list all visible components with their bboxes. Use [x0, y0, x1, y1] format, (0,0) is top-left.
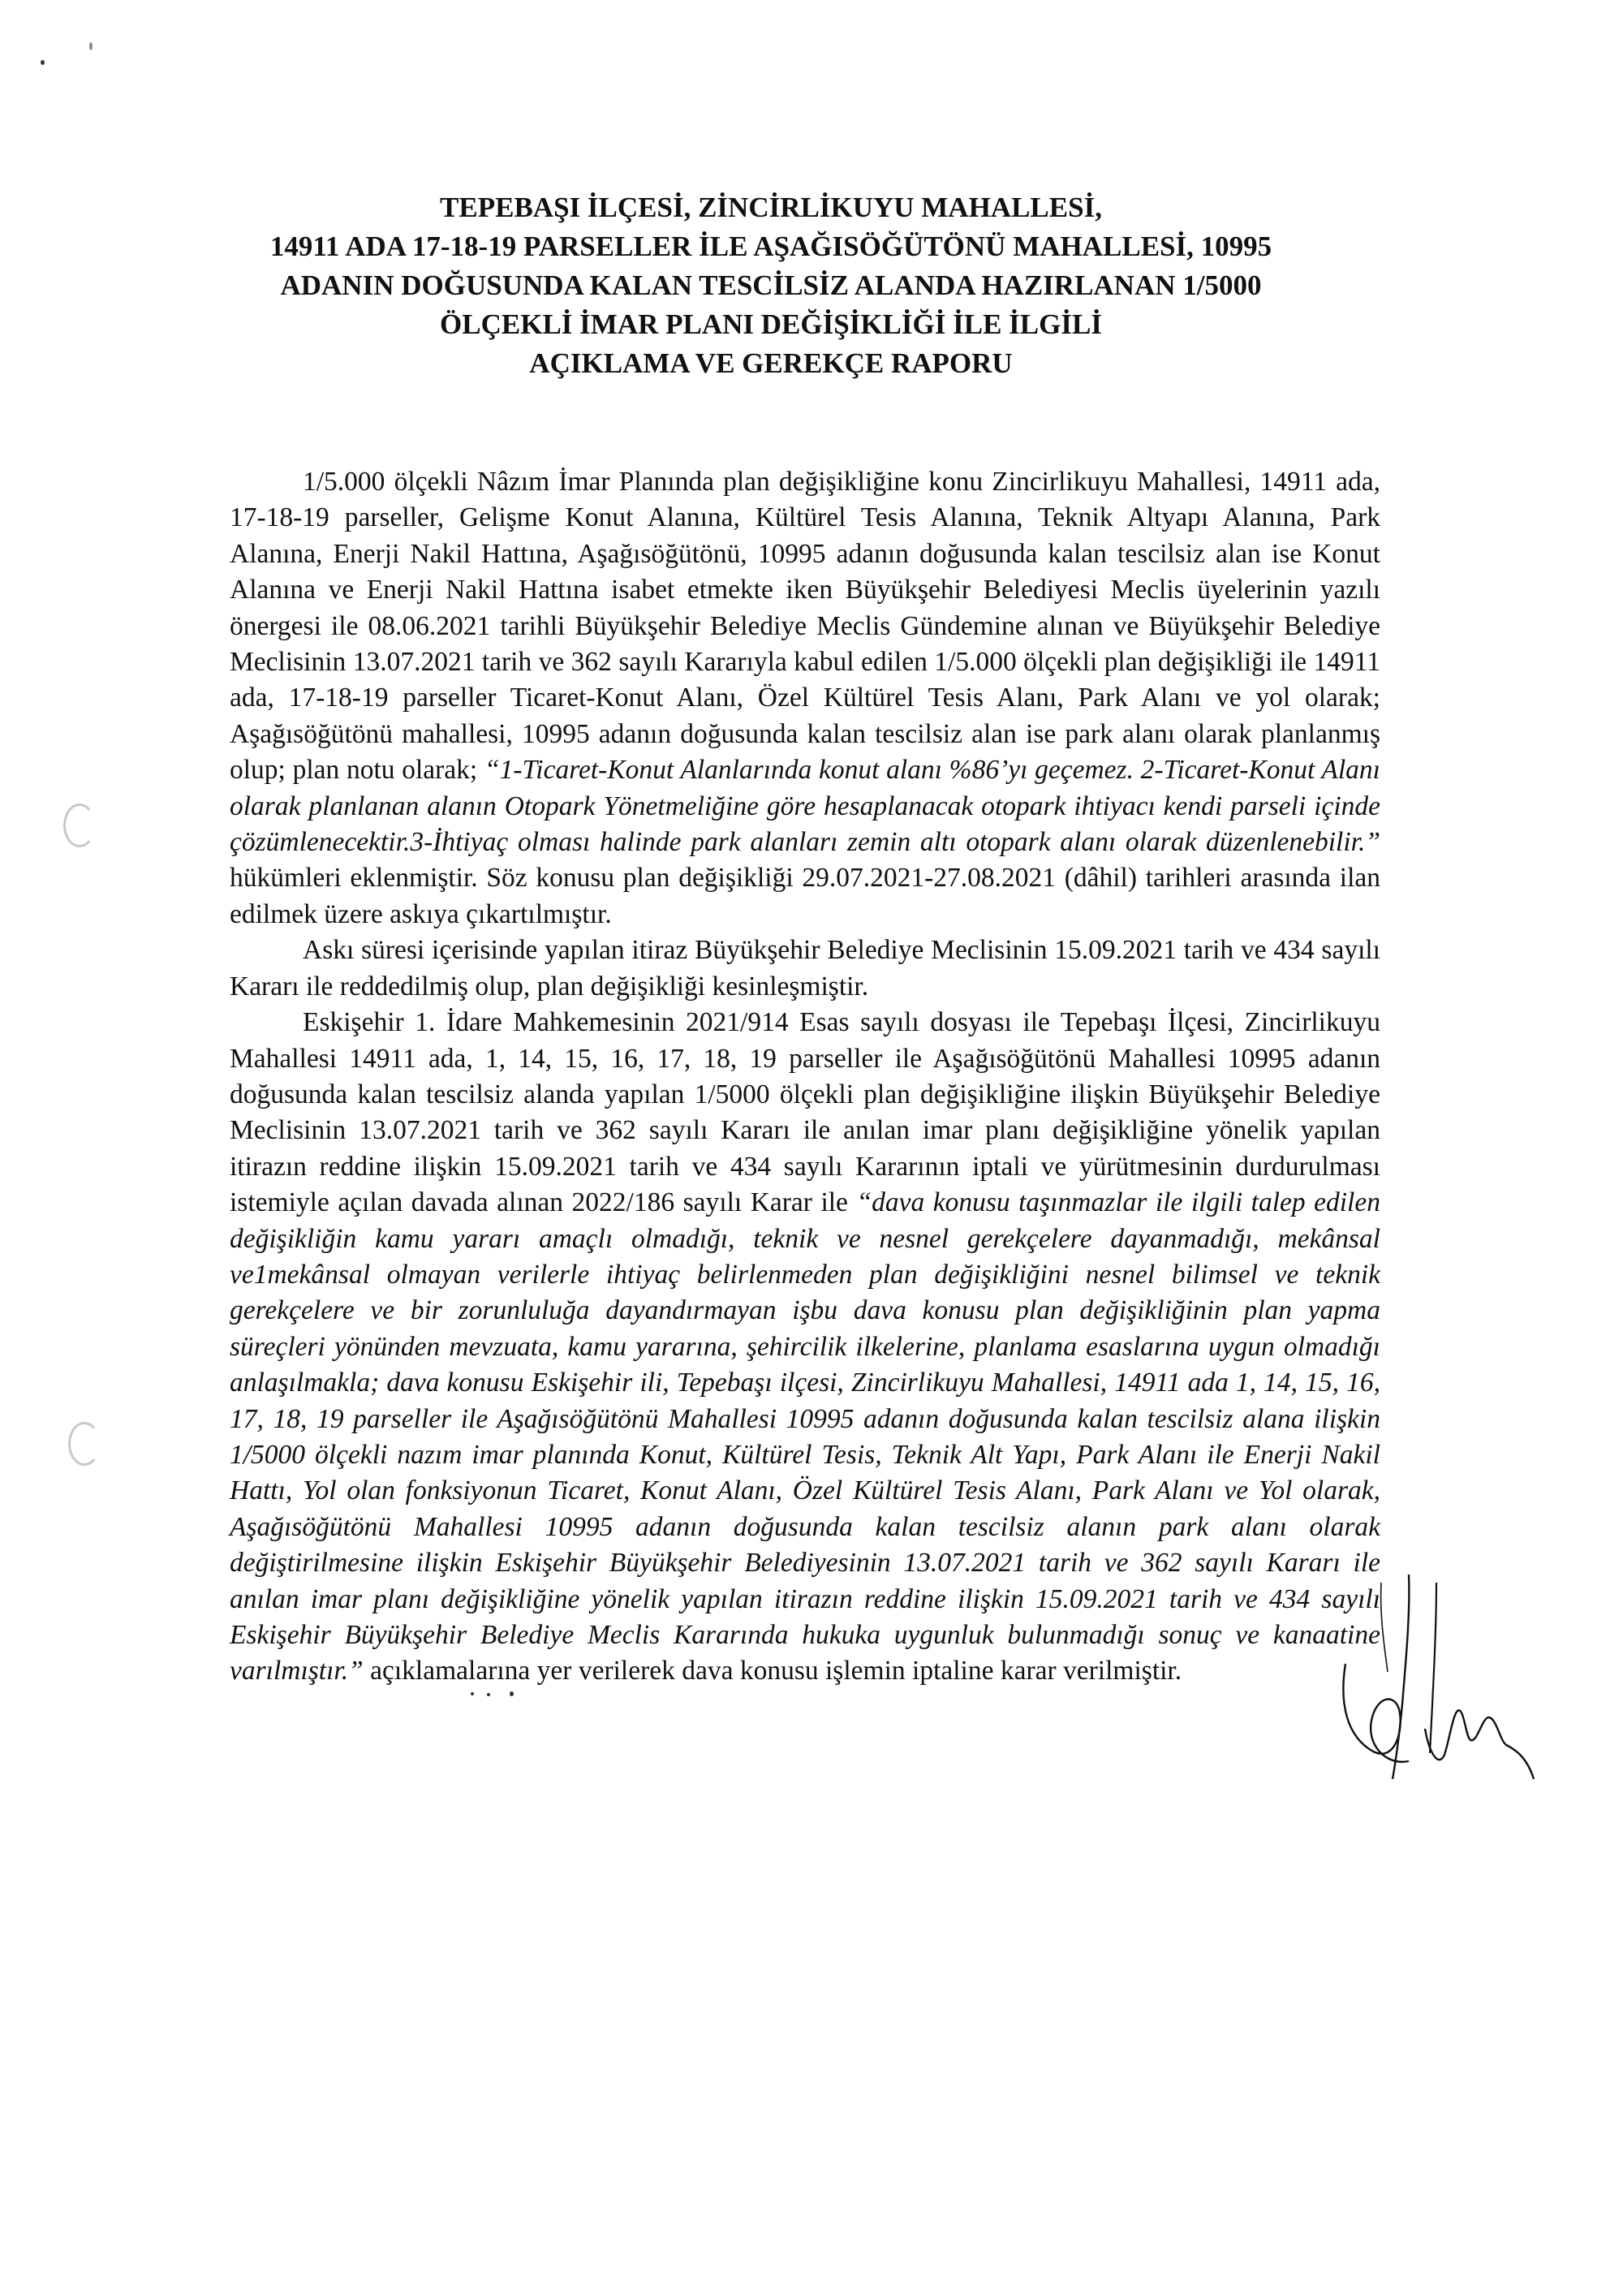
title-line: TEPEBAŞI İLÇESİ, ZİNCİRLİKUYU MAHALLESİ, [440, 192, 1102, 223]
plan-note-quote: “1-Ticaret-Konut Alanlarında konut alanı %86’yı geçemez. 2-Ticaret-Konut Alanı olarak planlanan alanın Otopark Yönetmeliğine göre hesaplanacak otopark ihtiyacı kendi parseli içinde çözümlenecektir.3-İhtiyaç olması halinde park alanları zemin altı otopark alanı olarak düzenlenebilir.” [230, 755, 1380, 858]
scan-speck [471, 1692, 474, 1695]
paragraph-text: Askı süresi içerisinde yapılan itiraz Büyükşehir Belediye Meclisinin 15.09.2021 tarih ve 434 sayılı Kararı ile reddedilmiş olup, plan değişikliği kesinleşmiştir. [230, 935, 1380, 1002]
title-line: 14911 ADA 17-18-19 PARSELLER İLE AŞAĞISÖĞÜTÖNÜ MAHALLESİ, 10995 [269, 230, 1272, 262]
scan-speck [89, 42, 93, 50]
paragraph-text: hükümleri eklenmiştir. Söz konusu plan değişikliği 29.07.2021-27.08.2021 (dâhil) tarihleri arasında ilan edilmek üzere askıya çıkartılmıştır. [230, 863, 1380, 929]
title-line: ÖLÇEKLİ İMAR PLANI DEĞİŞİKLİĞİ İLE İLGİLİ [440, 308, 1102, 340]
title-line: AÇIKLAMA VE GEREKÇE RAPORU [529, 347, 1013, 379]
handwritten-signature [1315, 1566, 1558, 1810]
document-title [162, 188, 1380, 383]
scan-speck [41, 60, 45, 65]
paragraph-text: açıklamalarına yer verilerek dava konusu işlemin iptaline karar verilmiştir. [363, 1656, 1182, 1686]
scan-speck [487, 1693, 490, 1696]
document-body [230, 464, 1380, 1690]
paragraph-text: 1/5.000 ölçekli Nâzım İmar Planında plan değişikliğine konu Zincirlikuyu Mahallesi, 14911 ada, 17-18-19 parseller, Gelişme Konut Alanına, Kültürel Tesis Alanına, Teknik Altyapı Alanına, Park Alanına, Enerji Nakil Hattına, Aşağısöğütönü, 10995 adanın doğusunda kalan tescilsiz alan ise Konut Alanına ve Enerji Nakil Hattına isabet etmekte iken Büyükşehir Belediyesi Meclis üyelerinin yazılı önergesi ile 08.06.2021 tarihli Büyükşehir Belediye Meclis Gündemine alınan ve Büyükşehir Belediye Meclisinin 13.07.2021 tarih ve 362 sayılı Kararıyla kabul edilen 1/5.000 ölçekli plan değişikliği ile 14911 ada, 17-18-19 parseller Ticaret-Konut Alanı, Özel Kültürel Tesis Alanı, Park Alanı ve yol olarak; Aşağısöğütönü mahallesi, 10995 adanın doğusunda kalan tescilsiz alan ise park alanı olarak planlanmış olup; plan notu olarak; [230, 467, 1380, 786]
title-line: ADANIN DOĞUSUNDA KALAN TESCİLSİZ ALANDA HAZIRLANAN 1/5000 [280, 269, 1262, 301]
scan-speck [510, 1691, 514, 1696]
court-decision-quote: “dava konusu taşınmazlar ile ilgili talep edilen değişikliğin kamu yararı amaçlı olmadığı, teknik ve nesnel gerekçelere dayanmadığı, mekânsal ve1mekânsal olmayan verilerle ihtiyaç belirlenmeden plan değişikliğini nesnel bilimsel ve teknik gerekçelere ve bir zorunluluğa dayandırmayan işbu dava konusu plan değişikliğinin plan yapma süreçleri yönünden mevzuata, kamu yararına, şehircilik ilkelerine, planlama esaslarına uygun olmadığı anlaşılmakla; dava konusu Eskişehir ili, Tepebaşı ilçesi, Zincirlikuyu Mahallesi, 14911 ada 1, 14, 15, 16, 17, 18, 19 parseller ile Aşağısöğütönü Mahallesi 10995 adanın doğusunda kalan tescilsiz alana ilişkin 1/5000 ölçekli nazım imar planında Konut, Kültürel Tesis, Teknik Alt Yapı, Park Alanı ile Enerji Nakil Hattı, Yol olan fonksiyonun Ticaret, Konut Alanı, Özel Kültürel Tesis Alanı, Park Alanı ve Yol olarak, Aşağısöğütönü Mahallesi 10995 adanın doğusunda kalan tescilsiz alanın park alanı olarak değiştirilmesine ilişkin Eskişehir Büyükşehir Belediyesinin 13.07.2021 tarih ve 362 sayılı Kararı ile anılan imar planı değişikliğine yönelik yapılan itirazın reddine ilişkin 15.09.2021 tarih ve 434 sayılı Eskişehir Büyükşehir Belediye Meclis Kararında hukuka uygunluk bulunmadığı sonuç ve kanaatine varılmıştır.” [230, 1187, 1380, 1686]
paragraph-court-decision [230, 1005, 1380, 1690]
punch-hole-mark [63, 803, 96, 847]
paragraph-plan-background [230, 464, 1380, 933]
paragraph-objection [230, 933, 1380, 1005]
paragraph-text: Eskişehir 1. İdare Mahkemesinin 2021/914 Esas sayılı dosyası ile Tepebaşı İlçesi, Zincirlikuyu Mahallesi 14911 ada, 1, 14, 15, 16, 17, 18, 19 parseller ile Aşağısöğütönü Mahallesi 10995 adanın doğusunda kalan tescilsiz alanda yapılan 1/5000 ölçekli plan değişikliğine ilişkin Büyükşehir Belediye Meclisinin 13.07.2021 tarih ve 362 sayılı Kararı ile anılan imar planı değişikliğine yönelik yapılan itirazın reddine ilişkin 15.09.2021 tarih ve 434 sayılı Kararının iptali ve yürütmesinin durdurulması istemiyle açılan davada alınan 2022/186 sayılı Karar ile [230, 1007, 1380, 1218]
punch-hole-mark [68, 1422, 101, 1466]
